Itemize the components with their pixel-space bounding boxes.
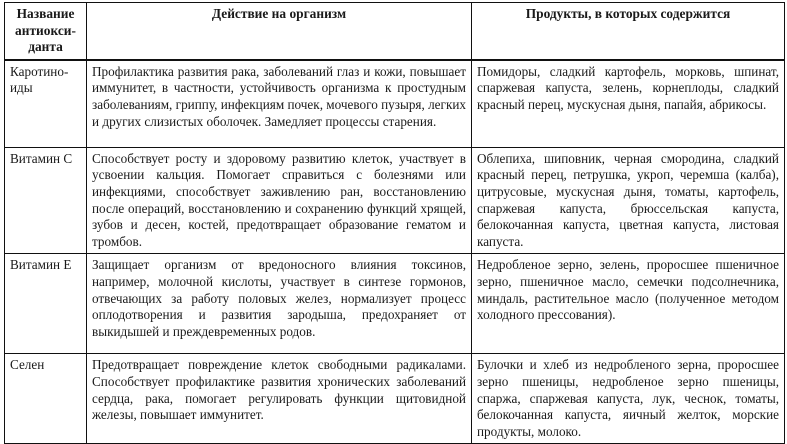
header-row: [5, 3, 785, 60]
antioxidant-name: Витамин Е: [5, 254, 87, 354]
antioxidant-name: Каротино-иды: [5, 60, 87, 148]
antioxidant-name: Витамин С: [5, 147, 87, 254]
antioxidant-effect: Защищает организм от вредоносного влияния токсинов, например, молочной кислоты, участвует в синтезе гормонов, отвечающих за работу половых желез, нормализует процесс оплодотворения и развития зародыша, предохраняет от выкидышей и преждевременных родов.: [87, 254, 472, 354]
header-name: Название антиокси-данта: [5, 3, 87, 60]
header-effect: Действие на организм: [87, 3, 472, 60]
antioxidant-products: Булочки и хлеб из недробленого зерна, проросшее зерно пшеницы, недробленое зерно пшеницы, спаржа, спаржевая капуста, лук, чеснок, томаты, белокочанная капуста, яичный желток, морские продукты, молоко.: [472, 354, 785, 444]
antioxidant-products: Облепиха, шиповник, черная смородина, сладкий красный перец, петрушка, укроп, черемша (калба), цитрусовые, мускусная дыня, томаты, картофель, спаржевая капуста, брюссельская капуста, белокочанная капуста, цветная капуста, листовая капуста.: [472, 147, 785, 254]
antioxidant-effect: Профилактика развития рака, заболеваний глаз и кожи, повышает иммунитет, в частности, устойчивость организма к простудным заболеваниям, гриппу, инфекциям почек, мочевого пузыря, легких и других слизистых оболочек. Замедляет процессы старения.: [87, 60, 472, 148]
antioxidant-effect: Способствует росту и здоровому развитию клеток, участвует в усвоении кальция. Помогает справиться с болезнями или инфекциями, способствует заживлению ран, восстановлению после операций, восстановлению и сохранению функций хрящей, зубов и десен, костей, предотвращает образование гематом и тромбов.: [87, 147, 472, 254]
antioxidant-effect: Предотвращает повреждение клеток свободными радикалами. Способствует профилактике развития хронических заболеваний сердца, рака, помогает регулировать функции щитовидной железы, повышает иммунитет.: [87, 354, 472, 444]
antioxidants-table: [4, 2, 785, 444]
table-row: [5, 60, 785, 148]
table-row: [5, 147, 785, 254]
antioxidant-name: Селен: [5, 354, 87, 444]
antioxidant-products: Помидоры, сладкий картофель, морковь, шпинат, спаржевая капуста, зелень, корнеплоды, сладкий красный перец, мускусная дыня, папайя, абрикосы.: [472, 60, 785, 148]
table-header: [5, 3, 785, 60]
header-products: Продукты, в которых содержится: [472, 3, 785, 60]
table-row: [5, 254, 785, 354]
antioxidant-products: Недробленое зерно, зелень, проросшее пшеничное зерно, пшеничное масло, семечки подсолнечника, миндаль, растительное масло (полученное методом холодного прессования).: [472, 254, 785, 354]
table-row: [5, 354, 785, 444]
table-body: [5, 60, 785, 444]
